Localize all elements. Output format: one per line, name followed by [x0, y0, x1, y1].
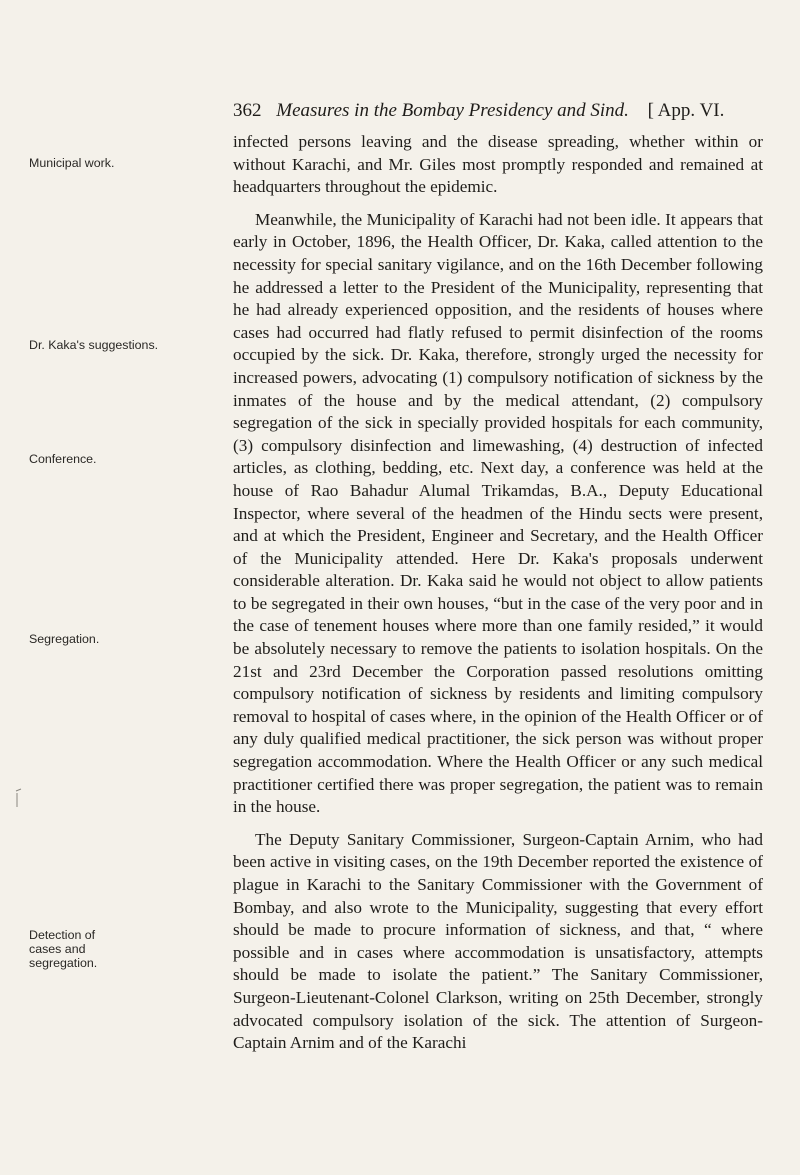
running-title: Measures in the Bombay Presidency and Sind.	[276, 100, 629, 121]
margin-note-segregation: Segregation.	[29, 632, 100, 646]
running-header	[233, 100, 763, 122]
paragraph-detection: The Deputy Sanitary Commissioner, Surgeon-Captain Arnim, who had been active in visiting cases, on the 19th December reported the existence of plague in Karachi to the Sanitary Commissioner with the Government of Bombay, and also wrote to the Municipality, suggesting that every effort should be made to procure information of sickness, and that, “ where possible and in cases where accommodation is unsatisfactory, attempts should be made to isolate the patient.” The Sanitary Commissioner, Surgeon-Lieutenant-Colonel Clarkson, writing on 25th December, strongly advocated compulsory isolation of the sick. The attention of Surgeon-Captain Arnim and of the Karachi	[233, 829, 763, 1053]
paragraph-municipal-work: Meanwhile, the Municipality of Karachi had not been idle. It appears that early in October, 1896, the Health Officer, Dr. Kaka, called attention to the necessity for special sanitary vigilance, and on the 16th December following he addressed a letter to the President of the Municipality, representing that he had already experienced opposition, and the residents of houses where cases had occurred had flatly refused to permit disinfection of the rooms occupied by the sick. Dr. Kaka, therefore, strongly urged the necessity for increased powers, advocating (1) compulsory notification of sickness by the inmates of the house and by the medical attendant, (2) compulsory segregation of the sick in specially provided hospitals for each community, (3) compulsory disinfection and limewashing, (4) destruction of infected articles, as clothing, bedding, etc. Next day, a conference was held at the house of Rao Bahadur Alumal Trikamdas, B.A., Deputy Educational Inspector, where several of the headmen of the Hindu sects were present, and at which the President, Engineer and Secretary, and the Health Officer of the Municipality attended. Here Dr. Kaka's proposals underwent considerable alteration. Dr. Kaka said he would not object to allow patients to be segregated in their own houses, “but in the case of the very poor and in the case of tenement houses where more than one family resided,” it would be absolutely necessary to remove the patients to isolation hospitals. On the 21st and 23rd December the Corporation passed resolutions omitting compulsory notification of sickness by residents and limiting compulsory removal to hospital of cases where, in the opinion of the Health Officer or of any duly qualified medical practitioner, the sick person was without proper segregation accommodation. Where the Health Officer or any such medical practitioner certified there was proper segregation, the patient was to remain in the house.	[233, 209, 763, 817]
ink-mark	[14, 787, 24, 811]
body-text	[233, 131, 763, 1065]
margin-note-detection-of-cases: Detection of cases and segregation.	[29, 928, 98, 970]
margin-note-municipal-work: Municipal work.	[29, 156, 115, 170]
appendix-reference: [ App. VI.	[647, 100, 725, 121]
margin-note-conference: Conference.	[29, 452, 97, 466]
margin-note-dr-kaka-suggestions: Dr. Kaka's suggestions.	[29, 338, 159, 352]
page-number: 362	[233, 100, 262, 121]
paragraph-continuation: infected persons leaving and the disease spreading, whether within or without Karachi, and Mr. Giles most promptly responded and remained at headquarters throughout the epidemic.	[233, 132, 763, 197]
